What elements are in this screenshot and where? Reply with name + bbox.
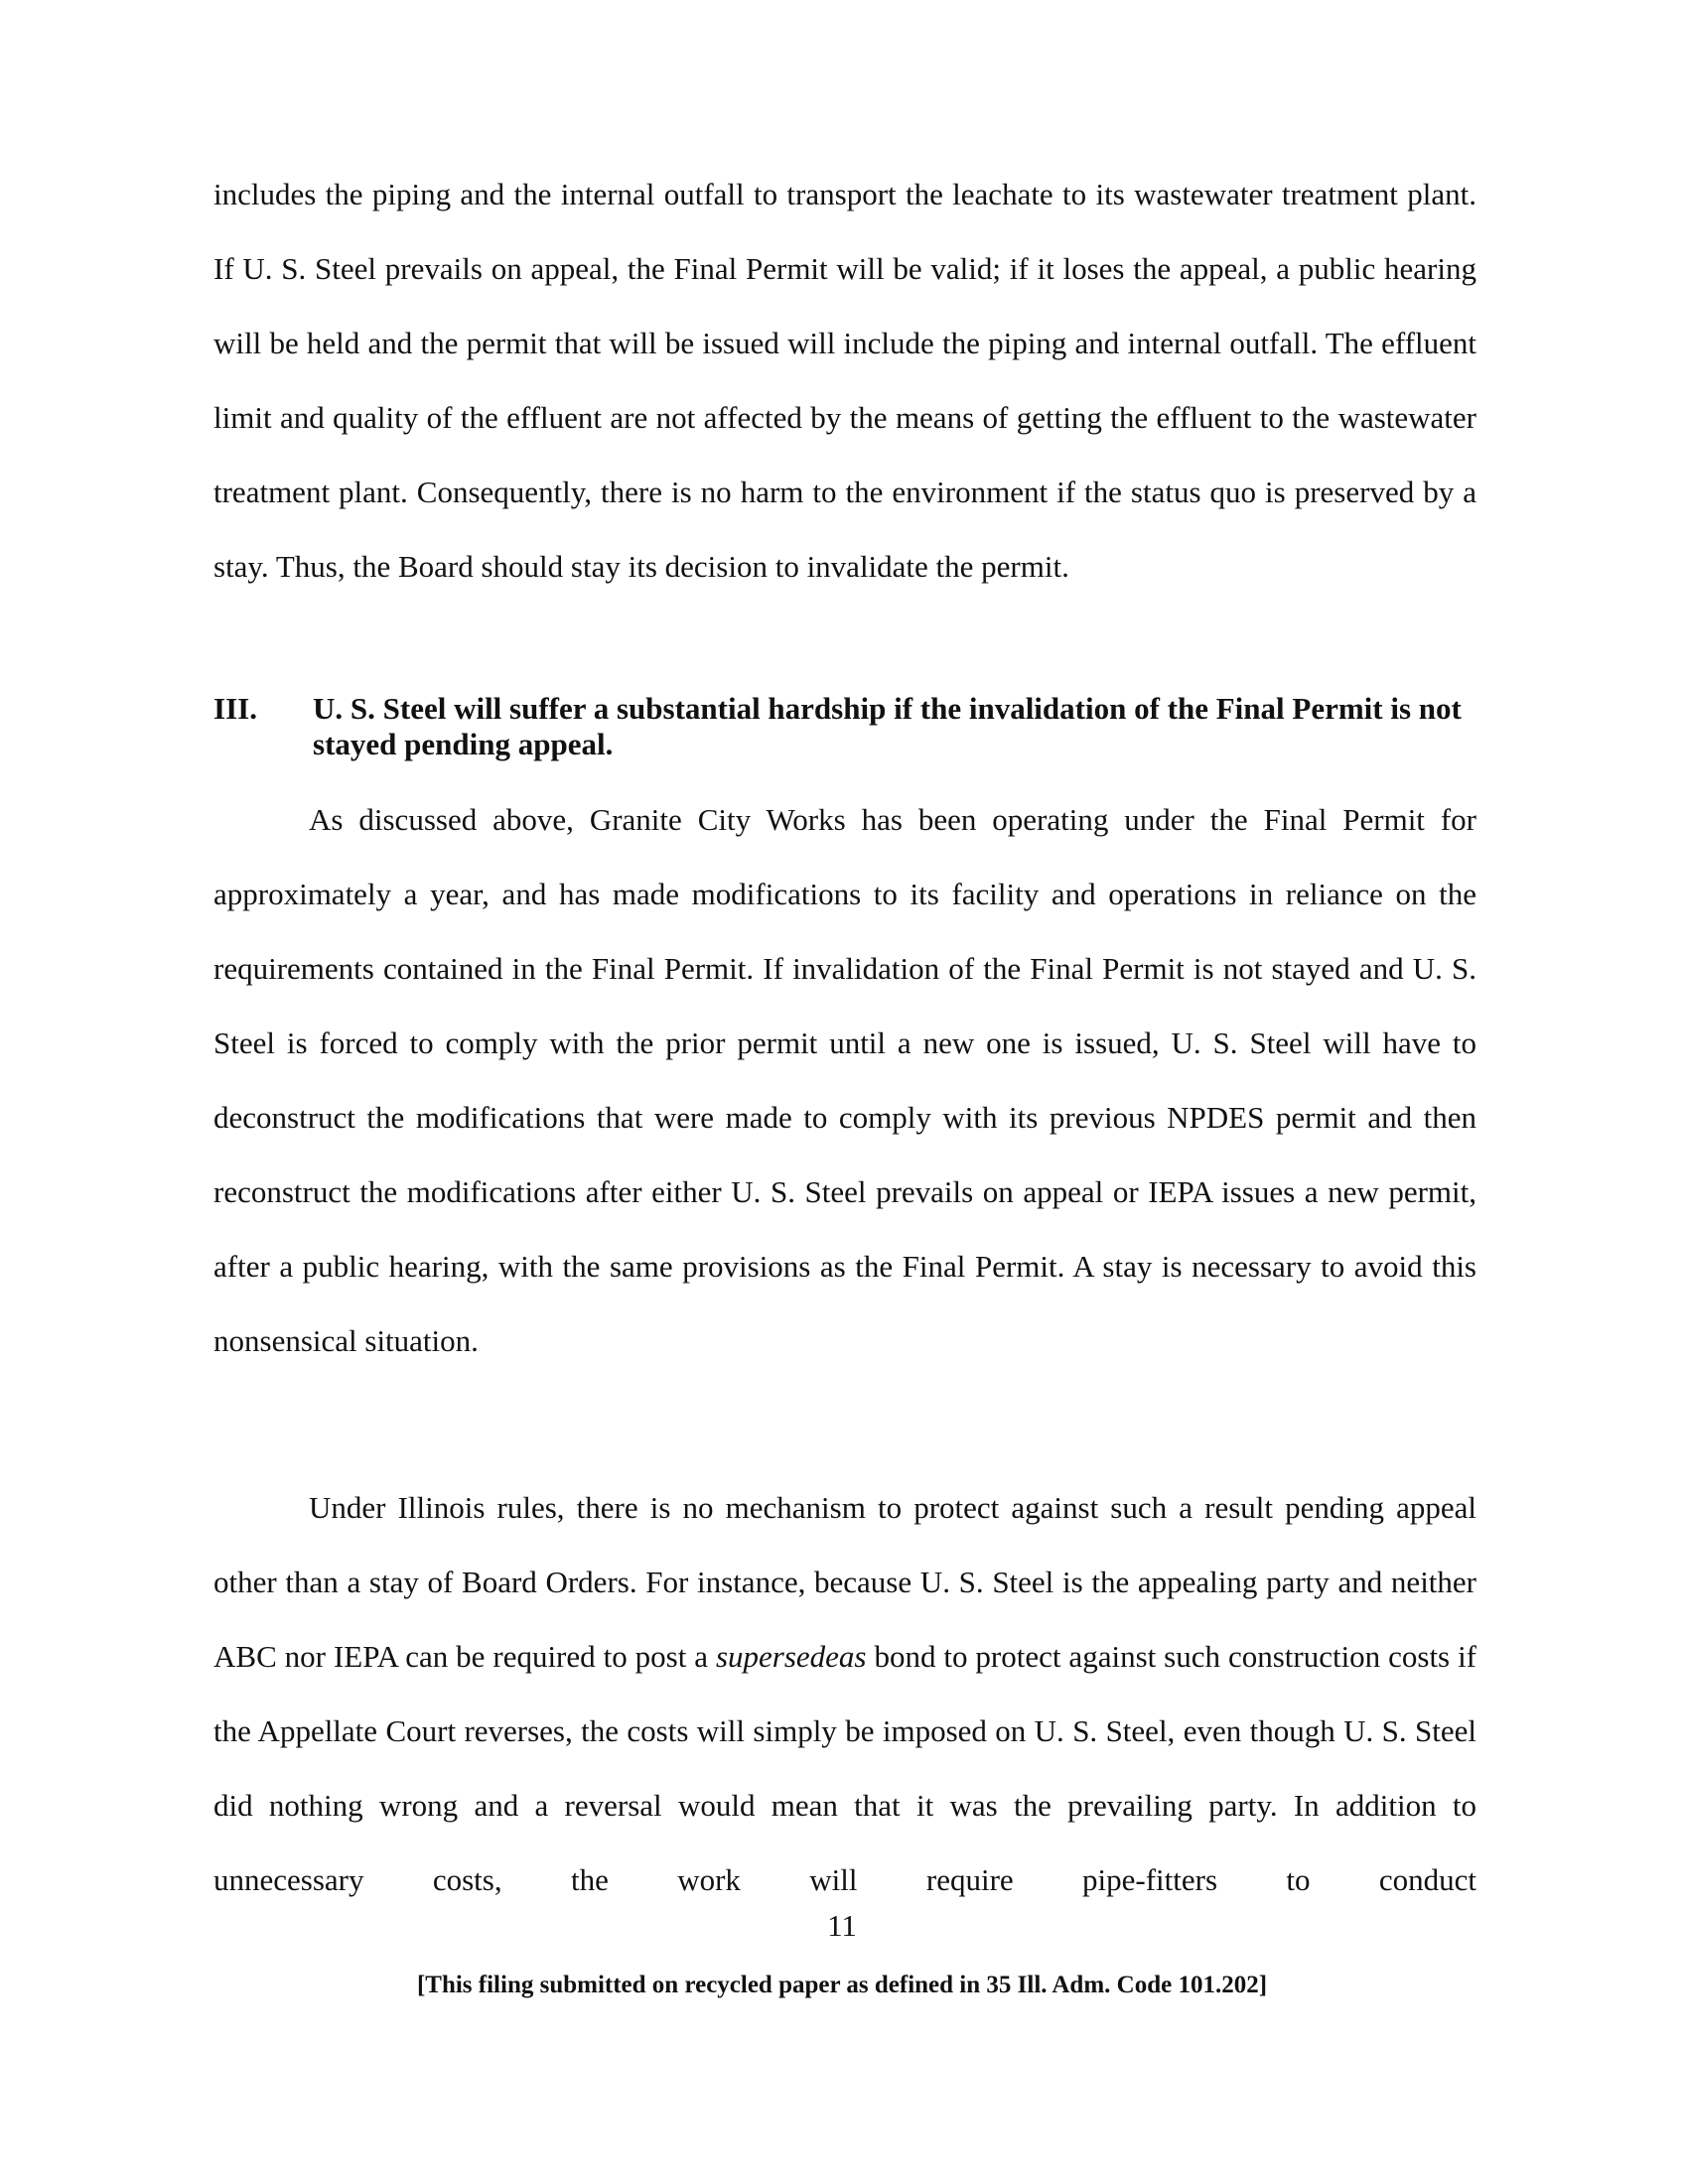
paragraph-text-segment: bond to protect against such construction costs if the Appellate Court reverses, the costs will simply be imposed on U. S. Steel, even though U. S. Steel did nothing wrong and a reversal would mean that it was the prevailing party. In addition to unnecessary costs, the work will require pipe-fitters to conduct — [213, 1639, 1476, 1897]
section-heading — [213, 691, 1476, 762]
page-number: 11 — [827, 1908, 857, 1943]
footer-note: [This filing submitted on recycled paper as defined in 35 Ill. Adm. Code 101.202] — [416, 1972, 1268, 1998]
section-number: III. — [213, 691, 257, 726]
section-title: U. S. Steel will suffer a substantial hardship if the invalidation of the Final Permit is not stayed pending appeal. — [313, 691, 1462, 761]
italic-term: supersedeas — [715, 1639, 867, 1674]
paragraph-hardship: As discussed above, Granite City Works has been operating under the Final Permit for approximately a year, and has made modifications to its facility and operations in reliance on the requirements contained in the Final Permit. If invalidation of the Final Permit is not stayed and U. S. Steel is forced to comply with the prior permit until a new one is issued, U. S. Steel will have to deconstruct the modifications that were made to comply with its previous NPDES permit and then reconstruct the modifications after either U. S. Steel prevails on appeal or IEPA issues a new permit, after a public hearing, with the same provisions as the Final Permit. A stay is necessary to avoid this nonsensical situation. — [213, 802, 1476, 1358]
paragraph-illinois-rules — [213, 1470, 1476, 1917]
paragraph-environment-harm: includes the piping and the internal outfall to transport the leachate to its wastewater treatment plant. If U. S. Steel prevails on appeal, the Final Permit will be valid; if it loses the appeal, a public hearing will be held and the permit that will be issued will include the piping and internal outfall. The effluent limit and quality of the effluent are not affected by the means of getting the effluent to the wastewater treatment plant. Consequently, there is no harm to the environment if the status quo is preserved by a stay. Thus, the Board should stay its decision to invalidate the permit. — [213, 177, 1476, 584]
paragraph-text-segment: Under Illinois rules, there is no mechanism to protect against such a result pending appeal other than a stay of Board Orders. For instance, because U. S. Steel is the appealing party and neither ABC nor IEPA can be required to post a — [213, 1490, 1476, 1674]
